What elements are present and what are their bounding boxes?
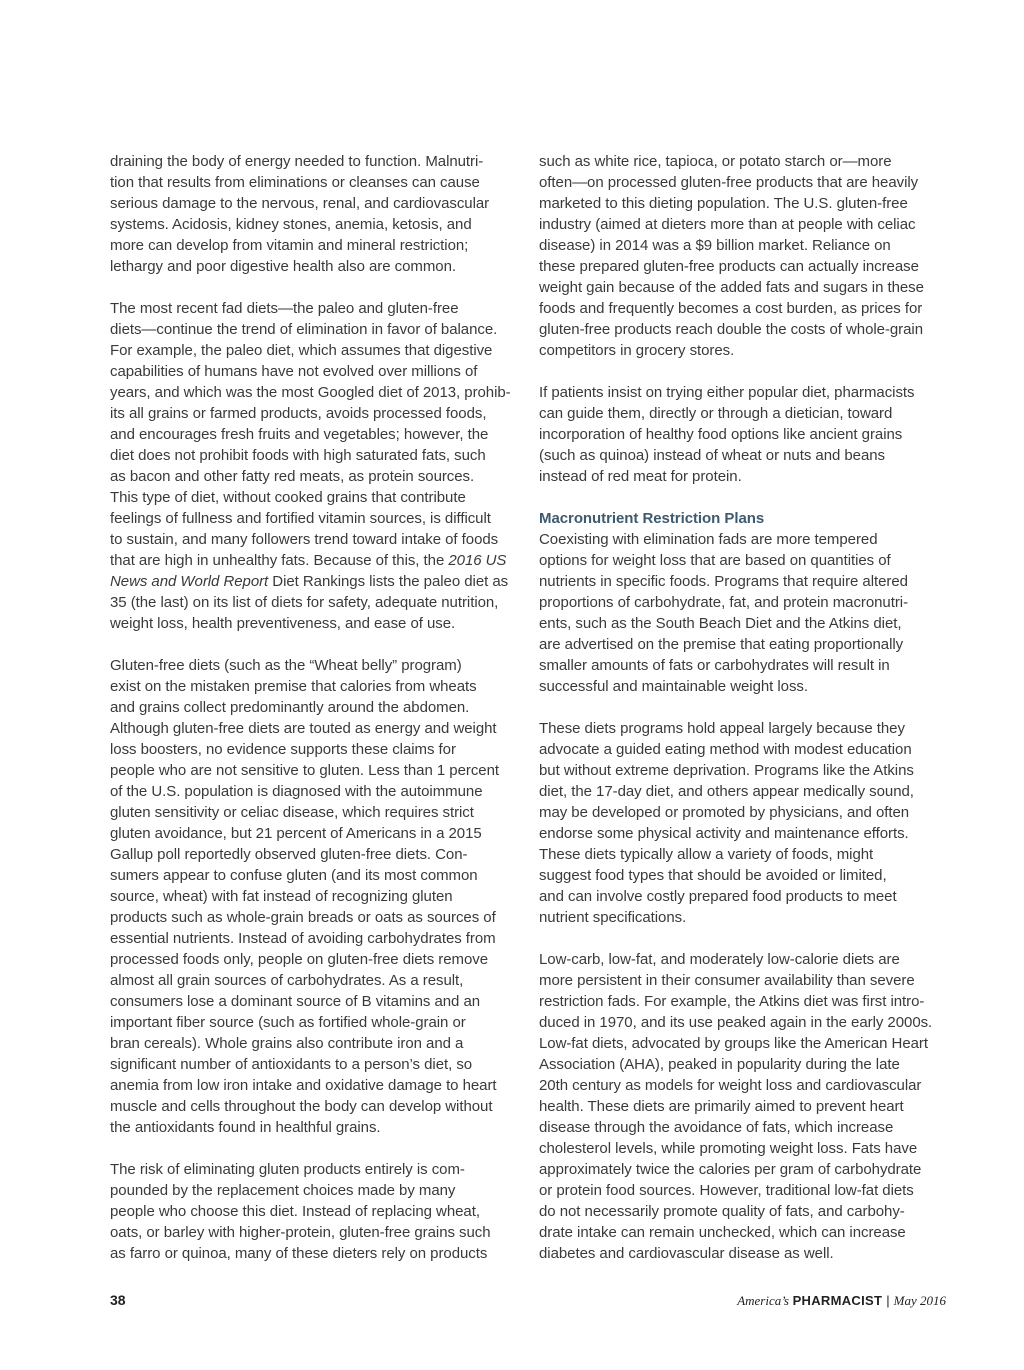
text-run: suggest food types that should be avoided or limited, (539, 867, 887, 884)
text-run: draining the body of energy needed to function. Malnutri- (110, 153, 484, 170)
text-run: serious damage to the nervous, renal, and cardiovascular (110, 195, 490, 212)
text-line (539, 529, 947, 550)
text-line (110, 907, 518, 928)
text-run: These diets programs hold appeal largely because they (539, 720, 905, 737)
text-line (539, 298, 947, 319)
right-column (539, 151, 947, 1264)
text-line (539, 886, 947, 907)
text-run: source, wheat) with fat instead of recognizing gluten (110, 888, 453, 905)
text-run: endorse some physical activity and maintenance efforts. (539, 825, 909, 842)
text-line (110, 172, 518, 193)
paragraph-gap (539, 361, 947, 382)
text-line (110, 487, 518, 508)
text-run: systems. Acidosis, kidney stones, anemia, ketosis, and (110, 216, 472, 233)
text-line (110, 760, 518, 781)
text-line (539, 655, 947, 676)
text-line (110, 193, 518, 214)
text-line (110, 403, 518, 424)
text-line (539, 1054, 947, 1075)
text-run: industry (aimed at dieters more than at people with celiac (539, 216, 916, 233)
text-run: that are high in unhealthy fats. Because of this, the (110, 552, 449, 569)
text-line (110, 655, 518, 676)
text-run: drate intake can remain unchecked, which can increase (539, 1224, 906, 1241)
text-run: capabilities of humans have not evolved over millions of (110, 363, 478, 380)
text-run: people who are not sensitive to gluten. Less than 1 percent (110, 762, 499, 779)
text-line (110, 340, 518, 361)
text-line (539, 403, 947, 424)
footer-separator: | (886, 1293, 890, 1308)
text-run: important fiber source (such as fortified whole-grain or (110, 1014, 466, 1031)
text-line (539, 445, 947, 466)
text-line (539, 151, 947, 172)
text-line (110, 844, 518, 865)
text-run: and encourages fresh fruits and vegetables; however, the (110, 426, 489, 443)
text-line (539, 823, 947, 844)
text-run: may be developed or promoted by physicians, and often (539, 804, 910, 821)
text-run: bran cereals). Whole grains also contribute iron and a (110, 1035, 464, 1052)
text-line (110, 1222, 518, 1243)
text-run: gluten-free products reach double the costs of whole-grain (539, 321, 923, 338)
text-run: feelings of fullness and fortified vitamin sources, is difficult (110, 510, 491, 527)
text-run: disease through the avoidance of fats, which increase (539, 1119, 894, 1136)
text-line (539, 1012, 947, 1033)
text-line (539, 634, 947, 655)
text-run: the antioxidants found in healthful grains. (110, 1119, 381, 1136)
text-line (110, 1117, 518, 1138)
text-line (110, 1054, 518, 1075)
text-run: its all grains or farmed products, avoids processed foods, (110, 405, 487, 422)
text-run: Gluten-free diets (such as the “Wheat belly” program) (110, 657, 462, 674)
text-run: restriction fads. For example, the Atkins diet was first intro- (539, 993, 925, 1010)
text-line (110, 718, 518, 739)
text-run: incorporation of healthy food options like ancient grains (539, 426, 903, 443)
text-run: foods and frequently becomes a cost burden, as prices for (539, 300, 923, 317)
text-line (110, 928, 518, 949)
text-line (539, 277, 947, 298)
text-line (539, 193, 947, 214)
text-run: ents, such as the South Beach Diet and the Atkins diet, (539, 615, 902, 632)
text-line (539, 991, 947, 1012)
text-line (539, 970, 947, 991)
text-line (110, 1243, 518, 1264)
text-run: to sustain, and many followers trend toward intake of foods (110, 531, 499, 548)
text-run: health. These diets are primarily aimed to prevent heart (539, 1098, 904, 1115)
text-line (539, 718, 947, 739)
running-footer (737, 1293, 946, 1309)
text-line (110, 550, 518, 571)
text-run: more can develop from vitamin and mineral restriction; (110, 237, 469, 254)
text-line (539, 1117, 947, 1138)
text-line (539, 676, 947, 697)
text-line (110, 445, 518, 466)
text-run: The risk of eliminating gluten products entirely is com- (110, 1161, 465, 1178)
text-line (110, 235, 518, 256)
text-run: approximately twice the calories per gram of carbohydrate (539, 1161, 922, 1178)
text-run: these prepared gluten-free products can actually increase (539, 258, 919, 275)
text-line (110, 739, 518, 760)
left-column (110, 151, 518, 1264)
text-line (110, 676, 518, 697)
text-run: advocate a guided eating method with modest education (539, 741, 912, 758)
text-line (539, 571, 947, 592)
text-run: weight gain because of the added fats and sugars in these (539, 279, 924, 296)
text-run: lethargy and poor digestive health also are common. (110, 258, 456, 275)
text-line (110, 1096, 518, 1117)
text-run: and grains collect predominantly around the abdomen. (110, 699, 470, 716)
text-run: people who choose this diet. Instead of replacing wheat, (110, 1203, 480, 1220)
text-run: can guide them, directly or through a dietician, toward (539, 405, 893, 422)
text-line (539, 802, 947, 823)
text-line (110, 886, 518, 907)
text-run: sumers appear to confuse gluten (and its most common (110, 867, 478, 884)
text-run: as bacon and other fatty red meats, as protein sources. (110, 468, 475, 485)
text-run: do not necessarily promote quality of fats, and carbohy- (539, 1203, 905, 1220)
text-run: competitors in grocery stores. (539, 342, 735, 359)
text-run: Low-carb, low-fat, and moderately low-calorie diets are (539, 951, 900, 968)
text-run: 20th century as models for weight loss and cardiovascular (539, 1077, 922, 1094)
text-line (110, 1180, 518, 1201)
text-line (539, 550, 947, 571)
text-line (539, 1096, 947, 1117)
paragraph-gap (539, 697, 947, 718)
text-run: If patients insist on trying either popular diet, pharmacists (539, 384, 915, 401)
text-run: options for weight loss that are based on quantities of (539, 552, 891, 569)
text-run: These diets typically allow a variety of foods, might (539, 846, 874, 863)
text-line (110, 382, 518, 403)
text-run: consumers lose a dominant source of B vitamins and an (110, 993, 481, 1010)
text-run: muscle and cells throughout the body can develop without (110, 1098, 493, 1115)
text-line (539, 1033, 947, 1054)
text-line (539, 1201, 947, 1222)
text-run: Coexisting with elimination fads are more tempered (539, 531, 878, 548)
text-run: smaller amounts of fats or carbohydrates will result in (539, 657, 890, 674)
text-line (110, 1201, 518, 1222)
text-line (539, 592, 947, 613)
text-run: proportions of carbohydrate, fat, and protein macronutri- (539, 594, 909, 611)
text-line (110, 991, 518, 1012)
text-line (110, 214, 518, 235)
text-run: years, and which was the most Googled diet of 2013, prohib- (110, 384, 511, 401)
text-line (539, 172, 947, 193)
text-line (110, 1033, 518, 1054)
text-run: weight loss, health preventiveness, and ease of use. (110, 615, 456, 632)
text-line (110, 802, 518, 823)
text-run: exist on the mistaken premise that calories from wheats (110, 678, 477, 695)
text-line (539, 382, 947, 403)
text-run: of the U.S. population is diagnosed with the autoimmune (110, 783, 483, 800)
text-line (110, 529, 518, 550)
text-run: This type of diet, without cooked grains that contribute (110, 489, 466, 506)
text-run: instead of red meat for protein. (539, 468, 742, 485)
text-run: gluten avoidance, but 21 percent of Americans in a 2015 (110, 825, 482, 842)
text-run: or protein food sources. However, traditional low-fat diets (539, 1182, 914, 1199)
text-line (539, 424, 947, 445)
text-line (539, 613, 947, 634)
text-run: are advertised on the premise that eating proportionally (539, 636, 904, 653)
text-line (539, 466, 947, 487)
text-run: nutrients in specific foods. Programs that require altered (539, 573, 908, 590)
text-line (110, 613, 518, 634)
text-run: Although gluten-free diets are touted as energy and weight (110, 720, 497, 737)
text-line (539, 235, 947, 256)
magazine-prefix: America’s (737, 1293, 789, 1308)
text-line (539, 1075, 947, 1096)
text-line (539, 1243, 947, 1264)
text-run: such as white rice, tapioca, or potato starch or—more (539, 153, 892, 170)
text-line (539, 1159, 947, 1180)
text-run: Diet Rankings lists the paleo diet as (268, 573, 509, 590)
text-run: processed foods only, people on gluten-free diets remove (110, 951, 488, 968)
paragraph-gap (110, 634, 518, 655)
text-run: disease) in 2014 was a $9 billion market. Reliance on (539, 237, 891, 254)
text-run: tion that results from eliminations or cleanses can cause (110, 174, 480, 191)
text-line (110, 424, 518, 445)
text-line (539, 844, 947, 865)
text-run: Association (AHA), peaked in popularity during the late (539, 1056, 900, 1073)
text-run: For example, the paleo diet, which assumes that digestive (110, 342, 493, 359)
text-run: almost all grain sources of carbohydrates. As a result, (110, 972, 464, 989)
text-line (539, 739, 947, 760)
text-run: Gallup poll reportedly observed gluten-free diets. Con- (110, 846, 468, 863)
text-run: often—on processed gluten-free products that are heavily (539, 174, 919, 191)
text-line (539, 907, 947, 928)
magazine-name: PHARMACIST (792, 1293, 883, 1308)
text-run: oats, or barley with higher-protein, gluten-free grains such (110, 1224, 491, 1241)
text-line (539, 760, 947, 781)
text-run: diet, the 17-day diet, and others appear medically sound, (539, 783, 914, 800)
text-line (539, 865, 947, 886)
text-run: nutrient specifications. (539, 909, 687, 926)
page-number: 38 (110, 1292, 126, 1308)
text-run: significant number of antioxidants to a person’s diet, so (110, 1056, 473, 1073)
text-line (110, 361, 518, 382)
text-line (539, 781, 947, 802)
text-run: gluten sensitivity or celiac disease, which requires strict (110, 804, 474, 821)
text-run: more persistent in their consumer availability than severe (539, 972, 915, 989)
text-line (539, 340, 947, 361)
italic-text: 2016 US (448, 552, 507, 569)
text-run: (such as quinoa) instead of wheat or nuts and beans (539, 447, 886, 464)
italic-text: News and World Report (110, 573, 269, 590)
text-run: diets—continue the trend of elimination in favor of balance. (110, 321, 498, 338)
text-line (110, 508, 518, 529)
text-line (110, 319, 518, 340)
text-line (110, 298, 518, 319)
text-line (539, 1180, 947, 1201)
text-run: anemia from low iron intake and oxidative damage to heart (110, 1077, 497, 1094)
text-run: and can involve costly prepared food products to meet (539, 888, 897, 905)
text-run: successful and maintainable weight loss. (539, 678, 808, 695)
paragraph-gap (539, 928, 947, 949)
paragraph-gap (110, 277, 518, 298)
text-line (539, 1222, 947, 1243)
text-line (110, 949, 518, 970)
text-line (110, 781, 518, 802)
text-line (110, 697, 518, 718)
paragraph-gap (539, 487, 947, 508)
text-line (110, 151, 518, 172)
paragraph-gap (110, 1138, 518, 1159)
text-line (110, 592, 518, 613)
section-heading (539, 508, 947, 529)
text-run: Low-fat diets, advocated by groups like the American Heart (539, 1035, 928, 1052)
text-run: duced in 1970, and its use peaked again in the early 2000s. (539, 1014, 933, 1031)
text-run: marketed to this dieting population. The U.S. gluten-free (539, 195, 908, 212)
text-run: diet does not prohibit foods with high saturated fats, such (110, 447, 486, 464)
text-line (110, 571, 518, 592)
issue-date: May 2016 (893, 1293, 946, 1308)
text-line (110, 256, 518, 277)
text-run: as farro or quinoa, many of these dieters rely on products (110, 1245, 488, 1262)
text-line (110, 970, 518, 991)
text-run: cholesterol levels, while promoting weight loss. Fats have (539, 1140, 918, 1157)
text-run: Macronutrient Restriction Plans (539, 510, 765, 527)
text-line (539, 319, 947, 340)
text-run: pounded by the replacement choices made by many (110, 1182, 456, 1199)
text-run: essential nutrients. Instead of avoiding carbohydrates from (110, 930, 496, 947)
text-run: The most recent fad diets—the paleo and gluten-free (110, 300, 459, 317)
text-line (110, 1159, 518, 1180)
text-line (539, 214, 947, 235)
text-line (110, 466, 518, 487)
text-line (110, 865, 518, 886)
text-run: 35 (the last) on its list of diets for safety, adequate nutrition, (110, 594, 499, 611)
text-run: products such as whole-grain breads or oats as sources of (110, 909, 496, 926)
text-line (110, 1012, 518, 1033)
text-run: but without extreme deprivation. Programs like the Atkins (539, 762, 914, 779)
text-line (110, 1075, 518, 1096)
text-line (539, 949, 947, 970)
text-line (110, 823, 518, 844)
text-line (539, 1138, 947, 1159)
text-run: diabetes and cardiovascular disease as well. (539, 1245, 834, 1262)
text-run: loss boosters, no evidence supports these claims for (110, 741, 456, 758)
text-line (539, 256, 947, 277)
